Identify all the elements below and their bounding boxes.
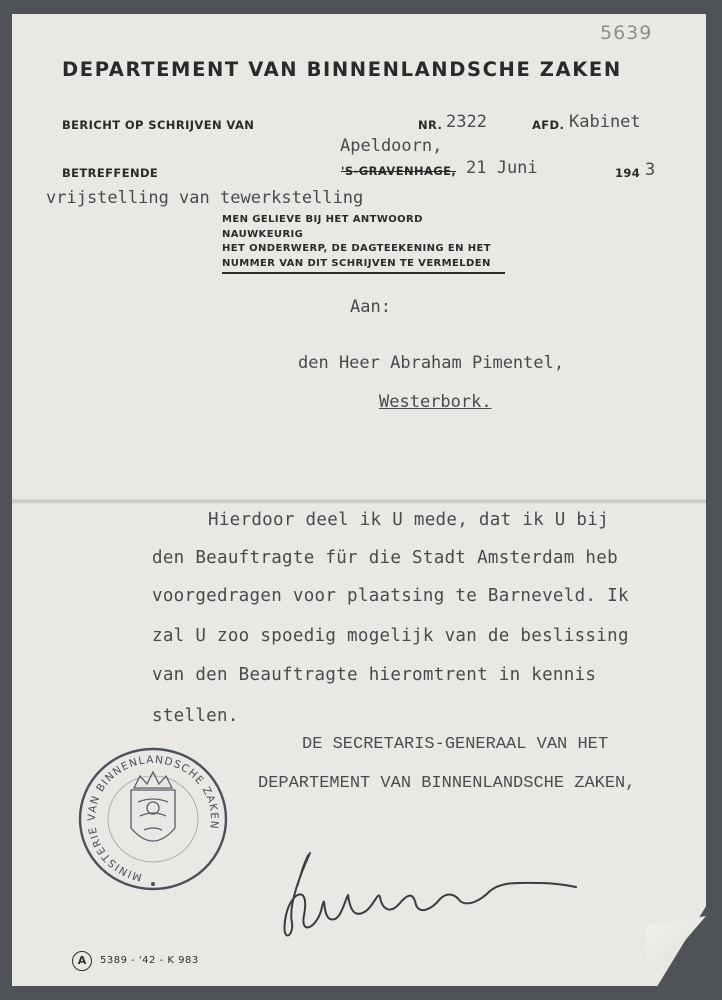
body-line: zal U zoo spoedig mogelijk van de beslissing	[152, 626, 629, 646]
year-printed: 194	[615, 166, 641, 180]
print-code: 5389 - '42 - K 983	[100, 955, 199, 966]
division-value: Kabinet	[569, 112, 641, 132]
recipient-location: Westerbork.	[379, 392, 492, 412]
svg-text:MINISTERIE VAN BINNENLANDSCHE: MINISTERIE VAN BINNENLANDSCHE ZAKEN	[85, 753, 221, 883]
year-typed: 3	[645, 160, 656, 180]
subject-text: vrijstelling van tewerkstelling	[46, 188, 364, 208]
division-label: AFD.	[532, 118, 565, 132]
reply-notice-box	[222, 213, 505, 274]
notice-line: HET ONDERWERP, DE DAGTEEKENING EN HET	[222, 243, 491, 254]
body-line: van den Beauftragte hieromtrent in kennis	[152, 665, 597, 685]
number-value: 2322	[446, 112, 487, 132]
folded-corner	[646, 916, 706, 986]
handwritten-signature	[270, 845, 580, 960]
royal-coat-of-arms-icon	[74, 742, 232, 892]
notice-line: MEN GELIEVE BIJ HET ANTWOORD NAUWKEURIG	[222, 214, 423, 240]
ministry-stamp	[74, 742, 232, 897]
body-line: stellen.	[152, 706, 239, 726]
pencil-archive-number: 5639	[600, 22, 653, 44]
salutation: Aan:	[350, 297, 391, 317]
body-line: Hierdoor deel ik U mede, dat ik U bij	[208, 510, 609, 530]
place-printed-struck: 'S-GRAVENHAGE,	[341, 164, 457, 178]
signatory-title-line2: DEPARTEMENT VAN BINNENLANDSCHE ZAKEN,	[258, 774, 636, 793]
subject-label: BETREFFENDE	[62, 166, 159, 180]
date-typed: 21 Juni	[466, 158, 538, 178]
body-line: voorgedragen voor plaatsing te Barneveld. Ik	[152, 586, 629, 606]
place-typed: Apeldoorn,	[340, 136, 443, 156]
body-line: den Beauftragte für die Stadt Amsterdam heb	[152, 548, 618, 568]
reply-label: BERICHT OP SCHRIJVEN VAN	[62, 118, 255, 132]
letterhead-title: DEPARTEMENT VAN BINNENLANDSCHE ZAKEN	[62, 58, 622, 81]
notice-line: NUMMER VAN DIT SCHRIJVEN TE VERMELDEN	[222, 257, 491, 269]
signatory-title-line1: DE SECRETARIS-GENERAAL VAN HET	[302, 735, 609, 754]
number-label: NR.	[418, 118, 443, 132]
printer-logo-icon: A	[72, 951, 92, 971]
paper-fold-crease	[12, 499, 706, 504]
recipient-name: den Heer Abraham Pimentel,	[298, 353, 565, 373]
